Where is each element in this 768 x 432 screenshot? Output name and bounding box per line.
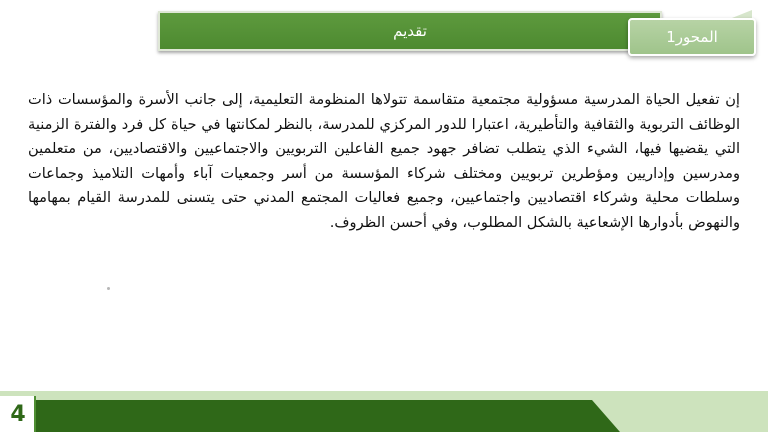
section-label: المحور1 [666,28,718,46]
decorative-dot [107,287,110,290]
slide-title: تقديم [393,22,427,40]
footer-band-dark [0,400,620,432]
page-number: 4 [10,401,26,427]
title-bar [158,11,662,51]
body-paragraph: إن تفعيل الحياة المدرسية مسؤولية مجتمعية متقاسمة تتولاها المنظومة التعليمية، إلى جانب الأسرة والمؤسسات ذات الوظائف التربوية والثقافية والتأطيرية، اعتبارا للدور المركزي للمدرسة، بالنظر لمكانتها في حياة كل فرد والفترة الزمنية التي يقضيها فيها، الشيء الذي يتطلب تضافر جهود جميع الفاعلين التربويين والاجتماعيين والاقتصاديين، من متعلمين ومدرسين وإداريين ومؤطرين تربويين ومختلف شركاء المؤسسة من أسر وجمعيات آباء وأمهات التلاميذ وجماعات وسلطات محلية وشركاء اقتصاديين واجتماعيين، وجميع فعاليات المجتمع المدني حتى يتسنى للمدرسة القيام بمهامها والنهوض بأدوارها الإشعاعية بالشكل المطلوب، وفي أحسن الظروف. [28,91,740,231]
section-tab [628,18,756,56]
